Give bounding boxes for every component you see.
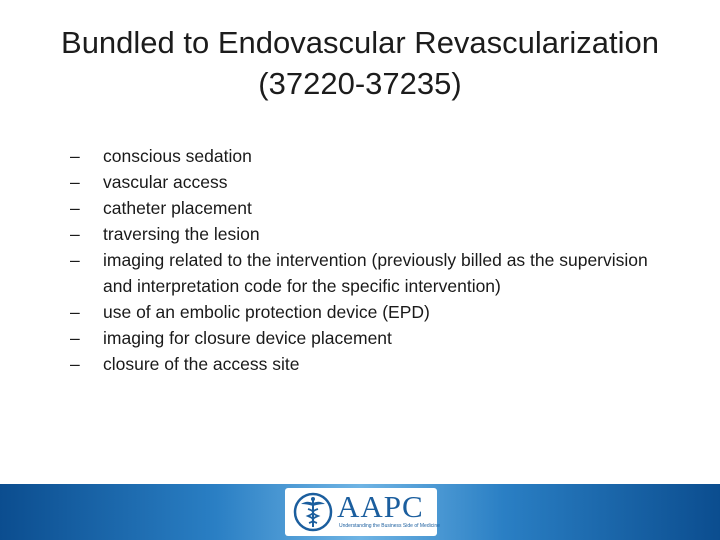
bullet-text: use of an embolic protection device (EPD): [103, 302, 430, 322]
logo-tagline: Understanding the Business Side of Medicine: [339, 523, 440, 529]
bullet-text: conscious sedation: [103, 146, 252, 166]
bullet-item: [70, 247, 680, 299]
caduceus-icon: [291, 492, 335, 532]
bullet-item: [70, 325, 680, 351]
bullet-item: [70, 143, 680, 169]
bullet-dash: –: [70, 250, 80, 270]
bullet-text: imaging related to the intervention (previously billed as the supervision and interpretation code for the specific intervention): [103, 250, 648, 296]
bullet-item: [70, 299, 680, 325]
bullet-text: imaging for closure device placement: [103, 328, 392, 348]
bullet-item: [70, 169, 680, 195]
bullet-item: [70, 195, 680, 221]
bullet-text: closure of the access site: [103, 354, 300, 374]
bullet-item: [70, 351, 680, 377]
bullet-text: catheter placement: [103, 198, 252, 218]
title-line-1: Bundled to Endovascular Revascularization: [61, 25, 659, 60]
slide-title: [20, 22, 700, 104]
bullet-dash: –: [70, 302, 80, 322]
bullet-dash: –: [70, 146, 80, 166]
bullet-text: traversing the lesion: [103, 224, 260, 244]
bullet-dash: –: [70, 328, 80, 348]
aapc-logo: [285, 488, 440, 536]
bullet-dash: –: [70, 198, 80, 218]
logo-wordmark: AAPC: [337, 489, 424, 524]
bullet-dash: –: [70, 354, 80, 374]
bullet-item: [70, 221, 680, 247]
bullet-list: [70, 143, 680, 377]
bullet-dash: –: [70, 172, 80, 192]
bullet-dash: –: [70, 224, 80, 244]
bullet-text: vascular access: [103, 172, 228, 192]
title-line-2: (37220-37235): [258, 66, 462, 101]
